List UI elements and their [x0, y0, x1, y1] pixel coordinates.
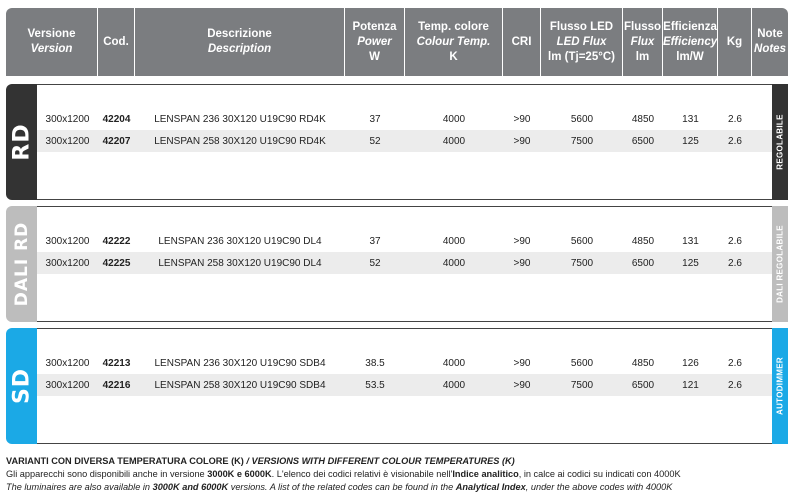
cell-kg: 2.6 [728, 257, 742, 269]
header-flux-en: Flux [630, 35, 655, 48]
cell-led-flux: 5600 [570, 113, 594, 125]
cell-efficiency: 131 [682, 235, 699, 247]
cell-efficiency: 125 [682, 257, 699, 269]
cell-description: LENSPAN 236 30X120 U19C90 SDB4 [154, 357, 326, 369]
cell-cri: >90 [513, 113, 531, 125]
side-note-text: REGOLABILE [775, 114, 785, 170]
table-row [37, 108, 772, 130]
table-header [6, 8, 788, 76]
cell-flux: 4850 [631, 113, 655, 125]
section-label: SD [9, 367, 34, 405]
cell-power: 52 [369, 257, 381, 269]
header-version-en: Version [30, 43, 73, 55]
cell-efficiency: 125 [682, 135, 699, 147]
cell-flux: 6500 [631, 257, 655, 269]
cell-power: 53.5 [365, 379, 385, 391]
footer-title-it: VARIANTI CON DIVERSA TEMPERATURA COLORE (K) [6, 456, 244, 466]
cell-flux: 6500 [631, 135, 655, 147]
header-flux-it: Flusso [623, 20, 662, 33]
header-led-flux-it: Flusso LED [549, 20, 614, 33]
table-row [37, 252, 772, 274]
cell-efficiency: 131 [682, 113, 699, 125]
header-led-flux-unit: lm (Tj=25°C) [548, 50, 615, 63]
cell-version: 300x1200 [45, 235, 90, 247]
table-row [37, 374, 772, 396]
header-led-flux [541, 8, 623, 76]
cell-led-flux: 7500 [570, 379, 594, 391]
cell-temp: 4000 [442, 113, 466, 125]
cell-code: 42204 [102, 113, 131, 125]
header-power [345, 8, 405, 76]
cell-flux: 4850 [631, 357, 655, 369]
section-side-note [772, 84, 788, 200]
cell-kg: 2.6 [728, 379, 742, 391]
cell-version: 300x1200 [45, 357, 90, 369]
cell-led-flux: 7500 [570, 257, 594, 269]
section-sidebar [6, 328, 37, 444]
cell-efficiency: 121 [682, 379, 699, 391]
cell-description: LENSPAN 258 30X120 U19C90 SDB4 [154, 379, 326, 391]
header-temp-it: Temp. colore [418, 20, 489, 33]
header-temp-en: Colour Temp. [416, 35, 491, 48]
header-kg [718, 8, 752, 76]
header-cri [503, 8, 541, 76]
section-side-note [772, 328, 788, 444]
header-efficiency-unit: lm/W [676, 50, 704, 63]
section-dali-rd [6, 206, 788, 322]
cell-flux: 6500 [631, 379, 655, 391]
cell-power: 37 [369, 235, 381, 247]
cell-code: 42225 [102, 257, 131, 269]
cell-code: 42207 [102, 135, 131, 147]
section-rd [6, 84, 788, 200]
cell-cri: >90 [513, 135, 531, 147]
cell-temp: 4000 [442, 379, 466, 391]
cell-description: LENSPAN 236 30X120 U19C90 DL4 [158, 235, 322, 247]
cell-power: 52 [369, 135, 381, 147]
section-sidebar [6, 206, 37, 322]
header-description-it: Descrizione [207, 28, 272, 40]
header-notes-en: Notes [754, 43, 786, 55]
header-efficiency-en: Efficiency [663, 35, 718, 48]
header-led-flux-en: LED Flux [556, 35, 607, 48]
cell-version: 300x1200 [45, 379, 90, 391]
header-power-unit: W [369, 50, 380, 63]
cell-version: 300x1200 [45, 135, 90, 147]
cell-code: 42216 [102, 379, 131, 391]
table-row [37, 230, 772, 252]
footer-title: VARIANTI CON DIVERSA TEMPERATURA COLORE (K) / VERSIONS WITH DIFFERENT COLOUR TEMPERATURES (K) [6, 456, 515, 466]
cell-cri: >90 [513, 357, 531, 369]
cell-led-flux: 5600 [570, 357, 594, 369]
cell-kg: 2.6 [728, 357, 742, 369]
cell-kg: 2.6 [728, 235, 742, 247]
cell-power: 38.5 [365, 357, 385, 369]
header-temp-unit: K [449, 50, 458, 63]
footer-line-en: The luminaires are also available in 3000K and 6000K versions. A list of the related codes can be found in the Analytical Index, under the above codes with 4000K [6, 482, 673, 492]
header-notes [752, 8, 788, 76]
cell-cri: >90 [513, 257, 531, 269]
header-power-it: Potenza [352, 20, 397, 33]
cell-power: 37 [369, 113, 381, 125]
cell-temp: 4000 [442, 257, 466, 269]
footer-title-en: VERSIONS WITH DIFFERENT COLOUR TEMPERATURES (K) [251, 456, 515, 466]
cell-code: 42222 [102, 235, 131, 247]
header-code-label: Cod. [103, 35, 129, 48]
cell-version: 300x1200 [45, 257, 90, 269]
cell-description: LENSPAN 258 30X120 U19C90 RD4K [154, 135, 326, 147]
footer-line-it: Gli apparecchi sono disponibili anche in versione 3000K e 6000K. L'elenco dei codici relativi è visionabile nell'Indice analitico, in calce ai codici su indicati con 4000K [6, 469, 681, 479]
header-efficiency [663, 8, 718, 76]
cell-led-flux: 7500 [570, 135, 594, 147]
header-description-en: Description [207, 43, 272, 55]
section-sd [6, 328, 788, 444]
section-sidebar [6, 84, 37, 200]
header-notes-it: Note [757, 28, 783, 40]
cell-efficiency: 126 [682, 357, 699, 369]
header-flux-unit: lm [635, 50, 650, 63]
cell-kg: 2.6 [728, 113, 742, 125]
table-row [37, 130, 772, 152]
header-version-it: Versione [27, 28, 76, 40]
cell-code: 42213 [102, 357, 131, 369]
header-power-en: Power [357, 35, 392, 48]
section-label: RD [9, 123, 34, 161]
table-row [37, 352, 772, 374]
header-temp [405, 8, 503, 76]
header-version [6, 8, 98, 76]
cell-version: 300x1200 [45, 113, 90, 125]
cell-temp: 4000 [442, 235, 466, 247]
section-side-note [772, 206, 788, 322]
cell-led-flux: 5600 [570, 235, 594, 247]
cell-kg: 2.6 [728, 135, 742, 147]
side-note-text: AUTODIMMER [775, 357, 785, 415]
section-label: DALI RD [11, 221, 32, 307]
header-efficiency-it: Efficienza [663, 20, 717, 33]
header-code [98, 8, 135, 76]
cell-flux: 4850 [631, 235, 655, 247]
header-flux [623, 8, 663, 76]
cell-description: LENSPAN 236 30X120 U19C90 RD4K [154, 113, 326, 125]
cell-cri: >90 [513, 235, 531, 247]
header-kg-label: Kg [726, 35, 743, 48]
side-note-text: DALI REGOLABILE [775, 225, 785, 303]
footer-note [6, 455, 788, 494]
cell-temp: 4000 [442, 135, 466, 147]
header-cri-label: CRI [511, 35, 532, 48]
header-description [135, 8, 345, 76]
cell-temp: 4000 [442, 357, 466, 369]
cell-description: LENSPAN 258 30X120 U19C90 DL4 [158, 257, 322, 269]
cell-cri: >90 [513, 379, 531, 391]
